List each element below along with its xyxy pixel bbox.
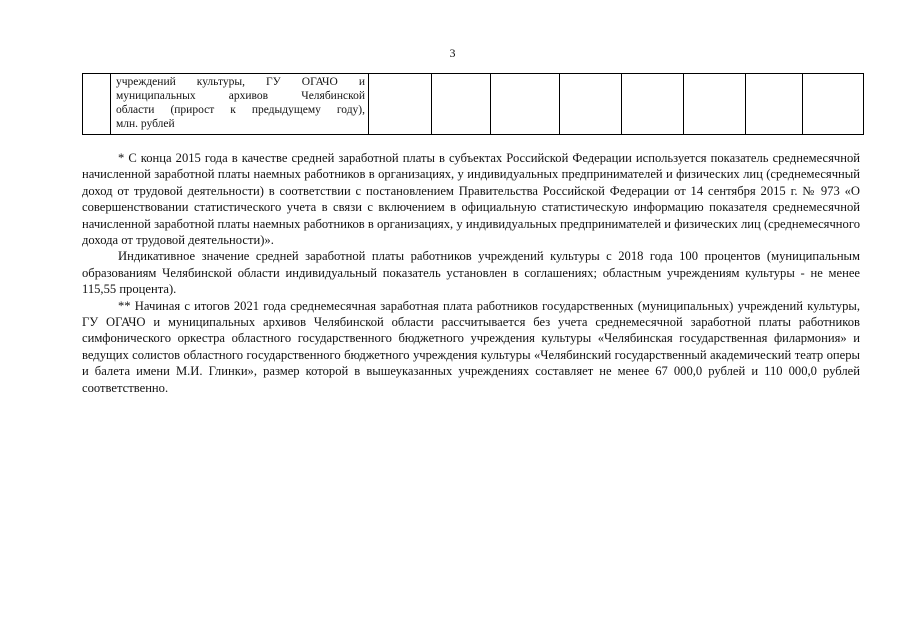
value-cell (803, 74, 864, 135)
value-cell (560, 74, 622, 135)
page-number: 3 (449, 46, 456, 60)
value-cell (432, 74, 491, 135)
value-cell (684, 74, 746, 135)
indicator-table (82, 73, 864, 135)
row-label-line: учреждений культуры, ГУ ОГАЧО и (116, 76, 365, 88)
row-label-line: муниципальных архивов Челябинской (116, 90, 365, 102)
row-label-line: млн. рублей (116, 118, 175, 130)
value-cell (622, 74, 684, 135)
footnote-paragraph: ** Начиная с итогов 2021 года среднемесячная заработная плата работников государственных (муниципальных) учреждений культуры, ГУ ОГАЧО и муниципальных архивов Челябинской области рассчитывается без учета среднемесячной заработной платы работников симфонического оркестра областного государственного бюджетного учреждения культуры «Челябинская государственная филармония» и ведущих солистов областного государственного бюджетного учреждения культуры «Челябинский государственный академический театр оперы и балета имени М.И. Глинки», размер которой в вышеуказанных учреждениях составляет не менее 67 000,0 рублей и 110 000,0 рублей соответственно. (82, 298, 860, 395)
row-label-cell (111, 74, 369, 135)
footnote-paragraph: * С конца 2015 года в качестве средней заработной платы в субъектах Российской Федерации используется показатель среднемесячной начисленной заработной платы наемных работников в организациях, у индивидуальных предпринимателей и физических лиц (среднемесячный доход от трудовой деятельности) в соответствии с постановлением Правительства Российской Федерации от 14 сентября 2015 г. № 973 «О совершенствовании статистического учета в связи с включением в официальную статистическую информацию показателя среднемесячной начисленной заработной платы наемных работников в организациях, у индивидуальных предпринимателей и физических лиц (среднемесячного дохода от трудовой деятельности)». (82, 151, 860, 248)
value-cell (491, 74, 560, 135)
value-cell (369, 74, 432, 135)
footnotes (82, 150, 860, 396)
value-cell (746, 74, 803, 135)
row-number-cell (83, 74, 111, 135)
table-row (83, 74, 864, 135)
indicative-value-paragraph: Индикативное значение средней заработной платы работников учреждений культуры с 2018 года 100 процентов (муниципальным образованиям Челябинской области индивидуальный показатель установлен в соглашениях; областным учреждениям культуры - не менее 115,55 процента). (82, 249, 860, 297)
row-label-line: области (прирост к предыдущему году), (116, 104, 365, 116)
